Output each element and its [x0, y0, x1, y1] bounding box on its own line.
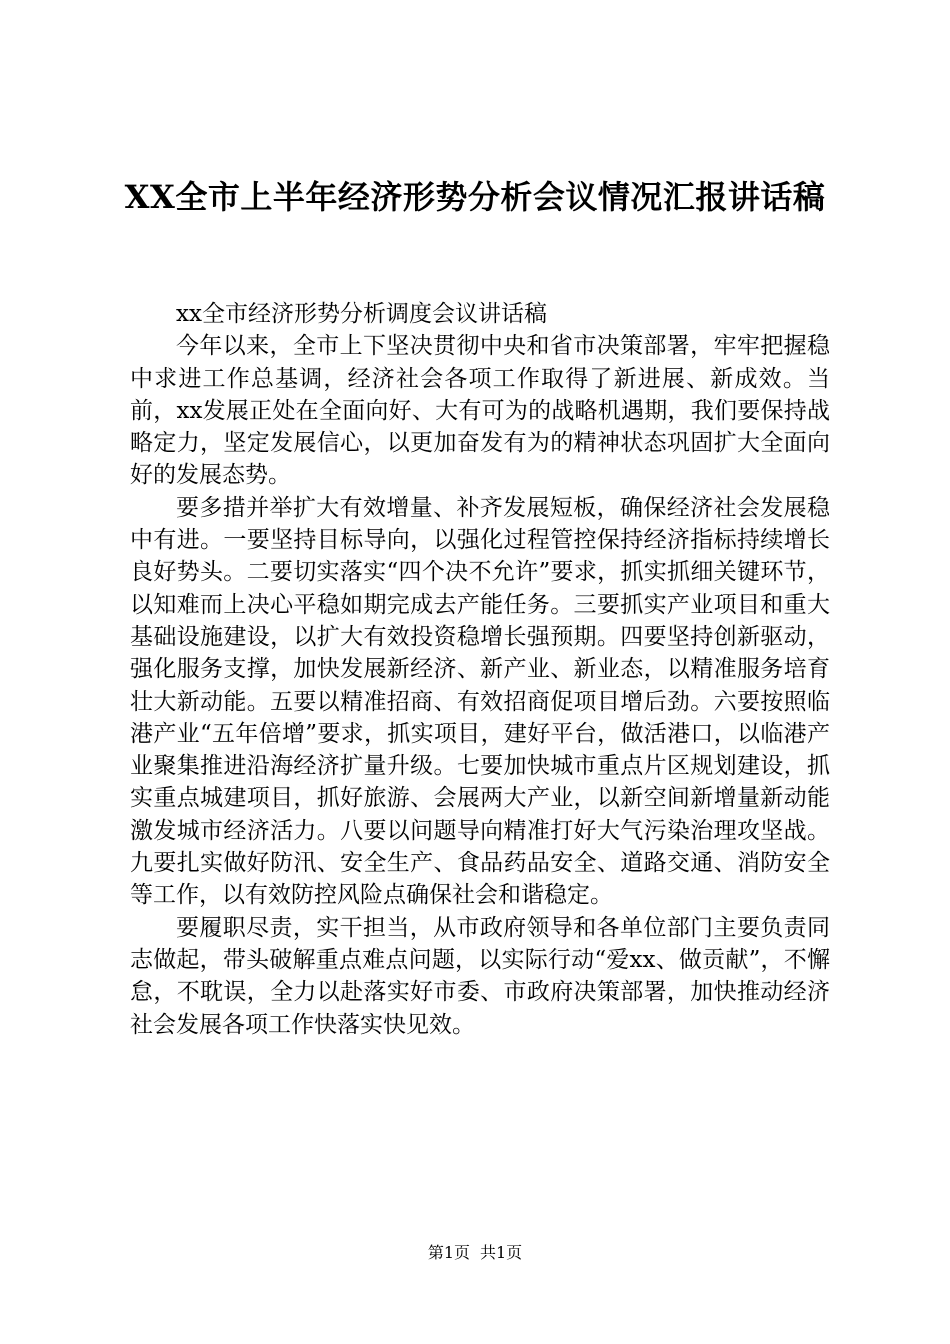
document-body: [130, 298, 830, 1041]
page-footer: [0, 1243, 950, 1263]
page-number: 第1页: [427, 1243, 470, 1262]
document-title: XX全市上半年经济形势分析会议情况汇报讲话稿: [124, 178, 826, 216]
page-total: 共1页: [480, 1243, 523, 1262]
document-subtitle: xx全市经济形势分析调度会议讲话稿: [176, 301, 547, 327]
paragraph-1: 今年以来，全市上下坚决贯彻中央和省市决策部署，牢牢把握稳中求进工作总基调，经济社会各项工作取得了新进展、新成效。当前，xx发展正处在全面向好、大有可为的战略机遇期，我们要保持战略定力，坚定发展信心，以更加奋发有为的精神状态巩固扩大全面向好的发展态势。: [130, 333, 830, 489]
paragraph-3: 要履职尽责，实干担当，从市政府领导和各单位部门主要负责同志做起，带头破解重点难点问题，以实际行动“爱xx、做贡献”，不懈怠，不耽误，全力以赴落实好市委、市政府决策部署，加快推动经济社会发展各项工作快落实快见效。: [130, 914, 830, 1038]
paragraph-2: 要多措并举扩大有效增量、补齐发展短板，确保经济社会发展稳中有进。一要坚持目标导向，以强化过程管控保持经济指标持续增长良好势头。二要切实落实“四个决不允许”要求，抓实抓细关键环节，以知难而上决心平稳如期完成去产能任务。三要抓实产业项目和重大基础设施建设，以扩大有效投资稳增长强预期。四要坚持创新驱动，强化服务支撑，加快发展新经济、新产业、新业态，以精准服务培育壮大新动能。五要以精准招商、有效招商促项目增后劲。六要按照临港产业“五年倍增”要求，抓实项目，建好平台，做活港口，以临港产业聚集推进沿海经济扩量升级。七要加快城市重点片区规划建设，抓实重点城建项目，抓好旅游、会展两大产业，以新空间新增量新动能激发城市经济活力。八要以问题导向精准打好大气污染治理攻坚战。九要扎实做好防汛、安全生产、食品药品安全、道路交通、消防安全等工作，以有效防控风险点确保社会和谐稳定。: [130, 494, 830, 909]
